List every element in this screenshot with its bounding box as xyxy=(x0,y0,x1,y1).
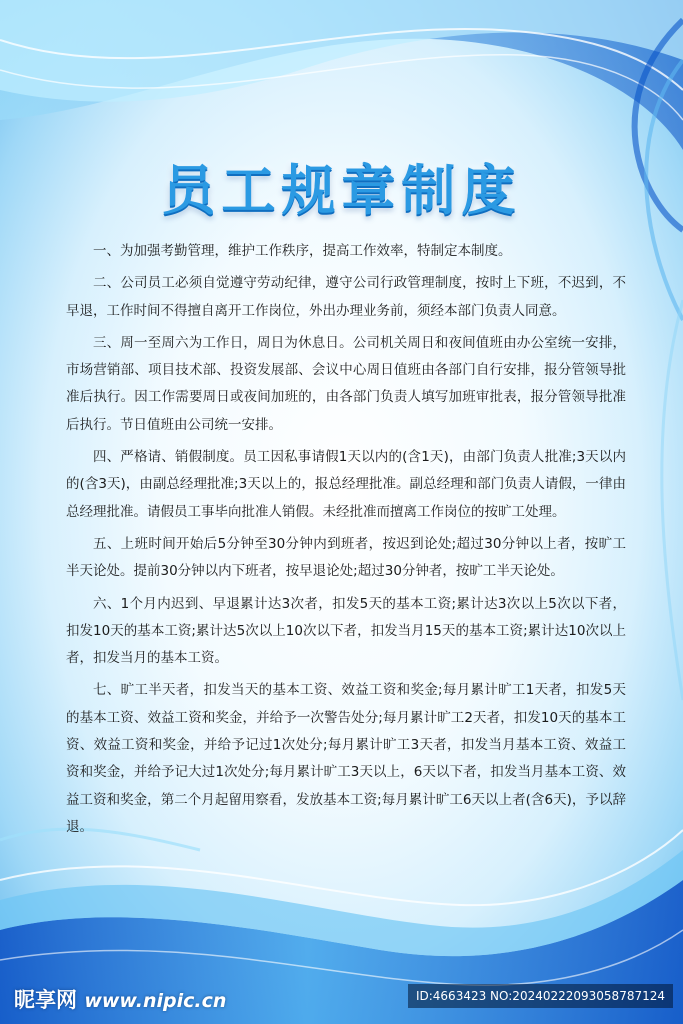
regulation-paragraph-7: 七、旷工半天者，扣发当天的基本工资、效益工资和奖金;每月累计旷工1天者，扣发5天的基本工资、效益工资和奖金，并给予一次警告处分;每月累计旷工2天者，扣发10天的基本工资、效益工资和奖金，并给予记过1次处分;每月累计旷工3天者，扣发当月基本工资、效益工资和奖金，并给予记大过1次处分;每月累计旷工3天以上，6天以下者，扣发当月基本工资、效益工资和奖金，第二个月起留用察看，发放基本工资;每月累计旷工6天以上者(含6天)，予以辞退。 xyxy=(66,682,626,835)
regulation-paragraph-4: 四、严格请、销假制度。员工因私事请假1天以内的(含1天)，由部门负责人批准;3天以内的(含3天)，由副总经理批准;3天以上的，报总经理批准。副总经理和部门负责人请假，一律由总经理批准。请假员工事毕向批准人销假。未经批准而擅离工作岗位的按旷工处理。 xyxy=(66,449,626,520)
regulation-paragraph-5: 五、上班时间开始后5分钟至30分钟内到班者，按迟到论处;超过30分钟以上者，按旷工半天论处。提前30分钟以内下班者，按早退论处;超过30分钟者，按旷工半天论处。 xyxy=(66,535,626,580)
page-title: 员工规章制度 xyxy=(161,158,522,222)
watermark-logo-text: 昵享网 xyxy=(14,988,77,1012)
regulations-body xyxy=(66,238,626,846)
watermark-url: www.nipic.cn xyxy=(84,990,227,1012)
regulation-paragraph-6: 六、1个月内迟到、早退累计达3次者，扣发5天的基本工资;累计达3次以上5次以下者，扣发10天的基本工资;累计达5次以上10次以下者，扣发当月15天的基本工资;累计达10次以上者，扣发当月的基本工资。 xyxy=(66,595,626,667)
watermark-logo xyxy=(14,984,226,1014)
regulation-paragraph-2: 二、公司员工必须自觉遵守劳动纪律，遵守公司行政管理制度，按时上下班，不迟到，不早退，工作时间不得擅自离开工作岗位，外出办理业务前，须经本部门负责人同意。 xyxy=(66,275,626,319)
watermark-id: ID:4663423 NO:20240222093058787124 xyxy=(408,984,673,1008)
regulation-paragraph-3: 三、周一至周六为工作日，周日为休息日。公司机关周日和夜间值班由办公室统一安排，市场营销部、项目技术部、投资发展部、会议中心周日值班由各部门自行安排，报分管领导批准后执行。因工作需要周日或夜间加班的，由各部门负责人填写加班审批表，报分管领导批准后执行。节日值班由公司统一安排。 xyxy=(66,334,626,433)
regulation-paragraph-1: 一、为加强考勤管理，维护工作秩序，提高工作效率，特制定本制度。 xyxy=(93,243,512,259)
